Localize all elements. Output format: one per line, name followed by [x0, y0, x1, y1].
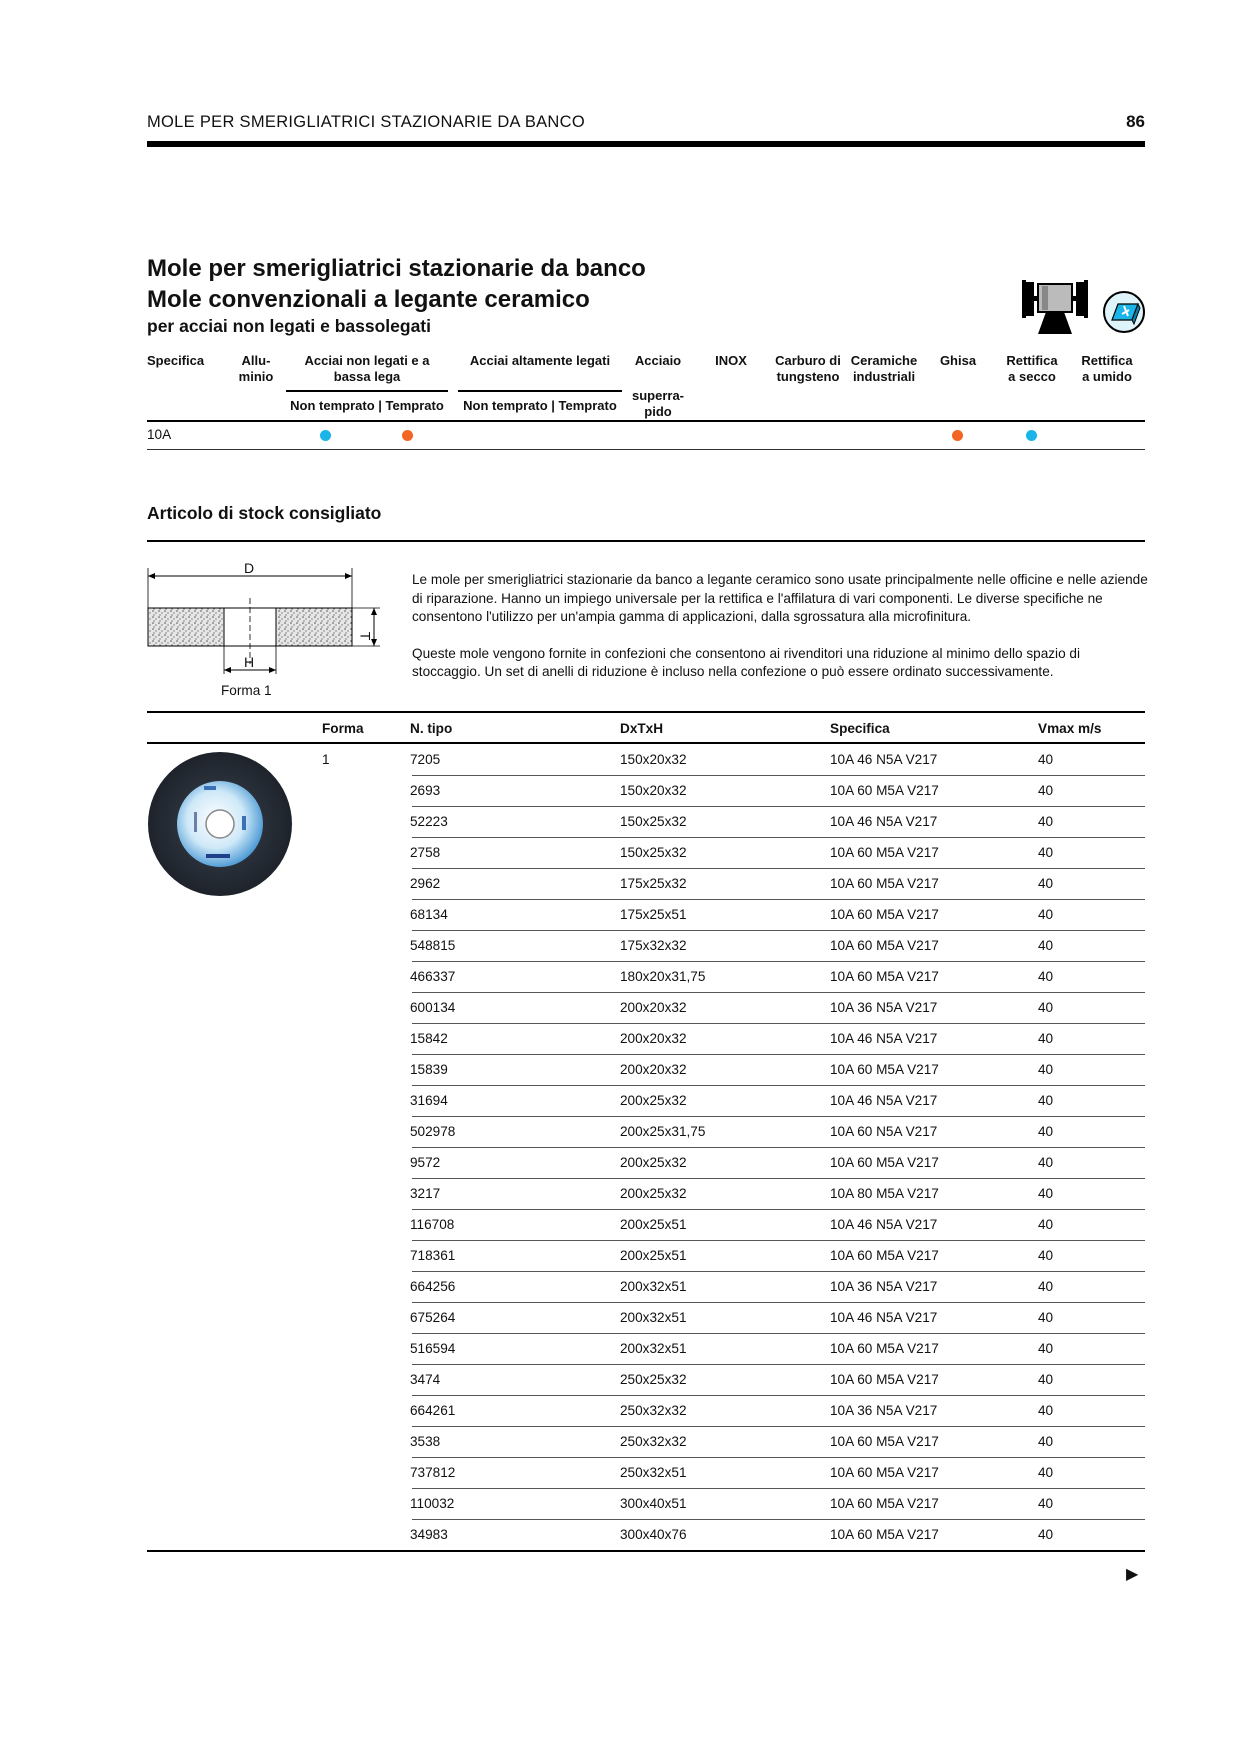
- product-table-top-rule: [147, 711, 1145, 713]
- row-divider: [412, 1085, 1145, 1086]
- cell-specifica: 10A 46 N5A V217: [830, 1093, 938, 1108]
- cell-vmax: 40: [1038, 1403, 1054, 1418]
- next-page-arrow-icon[interactable]: ▶: [1126, 1566, 1139, 1583]
- cell-vmax: 40: [1038, 752, 1054, 767]
- material-table-header-rule: [147, 420, 1145, 422]
- cell-n-tipo: 2758: [410, 845, 441, 860]
- cell-vmax: 40: [1038, 1155, 1054, 1170]
- description-paragraph-1: Le mole per smerigliatrici stazionarie da banco a legante ceramico sono usate principalmente nelle officine e nelle aziende di riparazione. Hanno un impiego universale per la rettifica e l'affilatura di vari componenti. Le diverse specifiche ne consentono l'utilizzo per un'ampia gamma di applicazioni, dalla sgrossatura alla microfinitura.: [412, 572, 1148, 624]
- forma-value: 1: [322, 752, 330, 767]
- cell-specifica: 10A 60 M5A V217: [830, 1465, 939, 1480]
- diagram-label-t: T: [357, 631, 374, 641]
- row-divider: [412, 1271, 1145, 1272]
- cell-specifica: 10A 60 M5A V217: [830, 845, 939, 860]
- row-divider: [412, 961, 1145, 962]
- cell-specifica: 10A 60 M5A V217: [830, 938, 939, 953]
- page-number: 86: [1126, 112, 1145, 131]
- row-divider: [412, 1023, 1145, 1024]
- cell-vmax: 40: [1038, 876, 1054, 891]
- cell-dxtxh: 200x20x32: [620, 1062, 687, 1077]
- cell-specifica: 10A 46 N5A V217: [830, 1217, 938, 1232]
- cell-vmax: 40: [1038, 969, 1054, 984]
- cell-vmax: 40: [1038, 1248, 1054, 1263]
- bench-grinder-icon: [1022, 278, 1088, 334]
- cell-vmax: 40: [1038, 1434, 1054, 1449]
- section-rule: [147, 540, 1145, 542]
- row-divider: [412, 1333, 1145, 1334]
- row-divider: [412, 1147, 1145, 1148]
- cell-n-tipo: 675264: [410, 1310, 456, 1325]
- cell-dxtxh: 250x25x32: [620, 1372, 687, 1387]
- cell-n-tipo: 3217: [410, 1186, 441, 1201]
- cell-specifica: 10A 60 M5A V217: [830, 1062, 939, 1077]
- diagram-caption: Forma 1: [221, 683, 272, 698]
- cell-n-tipo: 737812: [410, 1465, 456, 1480]
- cell-n-tipo: 664256: [410, 1279, 456, 1294]
- row-divider: [412, 899, 1145, 900]
- cell-specifica: 10A 60 M5A V217: [830, 1248, 939, 1263]
- dot-rettifica-secco-suitable: [1026, 430, 1037, 441]
- dot-temprato-recommended: [402, 430, 413, 441]
- cell-dxtxh: 200x32x51: [620, 1310, 687, 1325]
- cell-specifica: 10A 60 M5A V217: [830, 1372, 939, 1387]
- cell-specifica: 10A 36 N5A V217: [830, 1000, 938, 1015]
- cell-specifica: 10A 60 M5A V217: [830, 907, 939, 922]
- cell-n-tipo: 600134: [410, 1000, 456, 1015]
- cell-vmax: 40: [1038, 1496, 1054, 1511]
- header-rule: [147, 141, 1145, 147]
- cell-dxtxh: 200x25x51: [620, 1217, 687, 1232]
- cell-vmax: 40: [1038, 1341, 1054, 1356]
- description-paragraph-2: Queste mole vengono fornite in confezioni che consentono ai rivenditori una riduzione al minimo dello spazio di stoccaggio. Un set di anelli di riduzione è incluso nella confezione o può essere ordinato successivamente.: [412, 645, 1080, 679]
- cell-dxtxh: 175x32x32: [620, 938, 687, 953]
- cell-vmax: 40: [1038, 1310, 1054, 1325]
- dot-ghisa-recommended: [952, 430, 963, 441]
- cell-vmax: 40: [1038, 1186, 1054, 1201]
- col-rettifica-umido: Rettifica a umido: [1081, 353, 1133, 384]
- cell-n-tipo: 15839: [410, 1062, 448, 1077]
- cell-dxtxh: 250x32x32: [620, 1434, 687, 1449]
- cell-specifica: 10A 46 N5A V217: [830, 814, 938, 829]
- cell-specifica: 10A 36 N5A V217: [830, 1403, 938, 1418]
- row-divider: [412, 1240, 1145, 1241]
- row-divider: [412, 1209, 1145, 1210]
- subheader-rule-2: [458, 390, 622, 392]
- col-alluminio: Allu- minio: [238, 353, 274, 384]
- cell-specifica: 10A 46 N5A V217: [830, 1031, 938, 1046]
- page-subtitle: Mole convenzionali a legante ceramico: [147, 286, 590, 313]
- cell-dxtxh: 300x40x76: [620, 1527, 687, 1542]
- form-1-diagram: [140, 556, 390, 704]
- cell-specifica: 10A 60 M5A V217: [830, 876, 939, 891]
- cell-dxtxh: 200x25x32: [620, 1186, 687, 1201]
- row-divider: [412, 1116, 1145, 1117]
- sub-non-temprato-temprato-1: Non temprato | Temprato: [290, 398, 444, 413]
- cell-specifica: 10A 60 N5A V217: [830, 1124, 938, 1139]
- row-divider: [412, 1519, 1145, 1520]
- cell-specifica: 10A 46 N5A V217: [830, 752, 938, 767]
- cell-specifica: 10A 60 M5A V217: [830, 783, 939, 798]
- col-inox: INOX: [715, 353, 747, 368]
- cell-vmax: 40: [1038, 814, 1054, 829]
- cell-dxtxh: 250x32x32: [620, 1403, 687, 1418]
- row-divider: [412, 992, 1145, 993]
- cell-n-tipo: 9572: [410, 1155, 441, 1170]
- cell-specifica: 10A 60 M5A V217: [830, 1155, 939, 1170]
- row-divider: [412, 868, 1145, 869]
- row-divider: [412, 837, 1145, 838]
- dot-non-temprato-suitable: [320, 430, 331, 441]
- row-divider: [412, 930, 1145, 931]
- cell-n-tipo: 3538: [410, 1434, 441, 1449]
- running-header-title: MOLE PER SMERIGLIATRICI STAZIONARIE DA BANCO: [147, 113, 585, 131]
- cell-dxtxh: 150x25x32: [620, 845, 687, 860]
- cell-dxtxh: 180x20x31,75: [620, 969, 706, 984]
- col-specifica: Specifica: [147, 353, 205, 368]
- col-acciaio: Acciaio: [634, 353, 682, 368]
- col-acciai-altamente-legati: Acciai altamente legati: [469, 353, 611, 368]
- cell-vmax: 40: [1038, 1527, 1054, 1542]
- section-title-stock: Articolo di stock consigliato: [147, 503, 382, 523]
- cell-n-tipo: 3474: [410, 1372, 441, 1387]
- cell-n-tipo: 15842: [410, 1031, 448, 1046]
- row-divider: [412, 1178, 1145, 1179]
- cell-n-tipo: 31694: [410, 1093, 448, 1108]
- col-acciai-non-legati: Acciai non legati e a bassa lega: [304, 353, 430, 384]
- cell-n-tipo: 516594: [410, 1341, 456, 1356]
- cell-n-tipo: 68134: [410, 907, 448, 922]
- cell-n-tipo: 548815: [410, 938, 456, 953]
- col-ceramiche-industriali: Ceramiche industriali: [850, 353, 918, 384]
- row-divider: [412, 806, 1145, 807]
- product-description: [412, 571, 1148, 700]
- row-divider: [147, 1550, 1145, 1552]
- sub-non-temprato-temprato-2: Non temprato | Temprato: [463, 398, 617, 413]
- cell-n-tipo: 7205: [410, 752, 441, 767]
- cell-n-tipo: 34983: [410, 1527, 448, 1542]
- grinding-wheel-image: [146, 750, 294, 898]
- material-table-bottom-rule: [147, 449, 1145, 450]
- th-specifica: Specifica: [830, 721, 890, 736]
- th-forma: Forma: [322, 721, 364, 736]
- cell-dxtxh: 250x32x51: [620, 1465, 687, 1480]
- cell-specifica: 10A 60 M5A V217: [830, 1434, 939, 1449]
- row-divider: [412, 1054, 1145, 1055]
- cell-dxtxh: 150x25x32: [620, 814, 687, 829]
- th-dxtxh: DxTxH: [620, 721, 664, 736]
- row-divider: [412, 1488, 1145, 1489]
- cell-specifica: 10A 60 M5A V217: [830, 1341, 939, 1356]
- th-n-tipo: N. tipo: [410, 721, 453, 736]
- cell-vmax: 40: [1038, 845, 1054, 860]
- cell-vmax: 40: [1038, 938, 1054, 953]
- cell-vmax: 40: [1038, 1062, 1054, 1077]
- cell-specifica: 10A 60 M5A V217: [830, 969, 939, 984]
- material-row-spec: 10A: [147, 427, 172, 442]
- cell-dxtxh: 200x32x51: [620, 1279, 687, 1294]
- cell-vmax: 40: [1038, 1465, 1054, 1480]
- cell-vmax: 40: [1038, 1031, 1054, 1046]
- cell-vmax: 40: [1038, 907, 1054, 922]
- row-divider: [412, 1426, 1145, 1427]
- cell-n-tipo: 466337: [410, 969, 456, 984]
- page-subtitle-small: per acciai non legati e bassolegati: [147, 316, 431, 336]
- row-divider: [412, 1364, 1145, 1365]
- page-title: Mole per smerigliatrici stazionarie da banco: [147, 255, 646, 282]
- cell-n-tipo: 664261: [410, 1403, 456, 1418]
- col-rettifica-secco: Rettifica a secco: [1006, 353, 1058, 384]
- wet-grinding-icon: [1102, 290, 1146, 334]
- diagram-label-d: D: [244, 560, 255, 576]
- cell-vmax: 40: [1038, 1093, 1054, 1108]
- cell-dxtxh: 175x25x32: [620, 876, 687, 891]
- col-acciaio-superrapido: superra- pido: [631, 388, 685, 419]
- cell-n-tipo: 2693: [410, 783, 441, 798]
- cell-vmax: 40: [1038, 1372, 1054, 1387]
- cell-specifica: 10A 46 N5A V217: [830, 1310, 938, 1325]
- cell-n-tipo: 502978: [410, 1124, 456, 1139]
- cell-vmax: 40: [1038, 1000, 1054, 1015]
- diagram-label-h: H: [244, 654, 255, 670]
- cell-dxtxh: 200x20x32: [620, 1000, 687, 1015]
- cell-dxtxh: 175x25x51: [620, 907, 687, 922]
- col-carburo-tungsteno: Carburo di tungsteno: [775, 353, 841, 384]
- cell-dxtxh: 200x25x32: [620, 1093, 687, 1108]
- col-ghisa: Ghisa: [939, 353, 977, 368]
- row-divider: [412, 1395, 1145, 1396]
- cell-specifica: 10A 60 M5A V217: [830, 1527, 939, 1542]
- cell-specifica: 10A 36 N5A V217: [830, 1279, 938, 1294]
- cell-n-tipo: 52223: [410, 814, 448, 829]
- cell-n-tipo: 718361: [410, 1248, 456, 1263]
- cell-specifica: 10A 80 M5A V217: [830, 1186, 939, 1201]
- cell-n-tipo: 116708: [410, 1217, 455, 1232]
- cell-n-tipo: 2962: [410, 876, 441, 891]
- th-vmax: Vmax m/s: [1038, 721, 1102, 736]
- cell-vmax: 40: [1038, 1124, 1054, 1139]
- cell-dxtxh: 200x25x51: [620, 1248, 687, 1263]
- cell-n-tipo: 110032: [410, 1496, 455, 1511]
- cell-vmax: 40: [1038, 1279, 1054, 1294]
- cell-dxtxh: 150x20x32: [620, 752, 687, 767]
- cell-dxtxh: 200x25x32: [620, 1155, 687, 1170]
- subheader-rule-1: [286, 390, 448, 392]
- cell-dxtxh: 200x25x31,75: [620, 1124, 706, 1139]
- row-divider: [412, 1457, 1145, 1458]
- product-table-header-rule: [147, 742, 1145, 744]
- cell-specifica: 10A 60 M5A V217: [830, 1496, 939, 1511]
- cell-dxtxh: 200x20x32: [620, 1031, 687, 1046]
- cell-vmax: 40: [1038, 1217, 1054, 1232]
- cell-dxtxh: 200x32x51: [620, 1341, 687, 1356]
- cell-dxtxh: 150x20x32: [620, 783, 687, 798]
- cell-vmax: 40: [1038, 783, 1054, 798]
- row-divider: [412, 1302, 1145, 1303]
- cell-dxtxh: 300x40x51: [620, 1496, 687, 1511]
- row-divider: [412, 775, 1145, 776]
